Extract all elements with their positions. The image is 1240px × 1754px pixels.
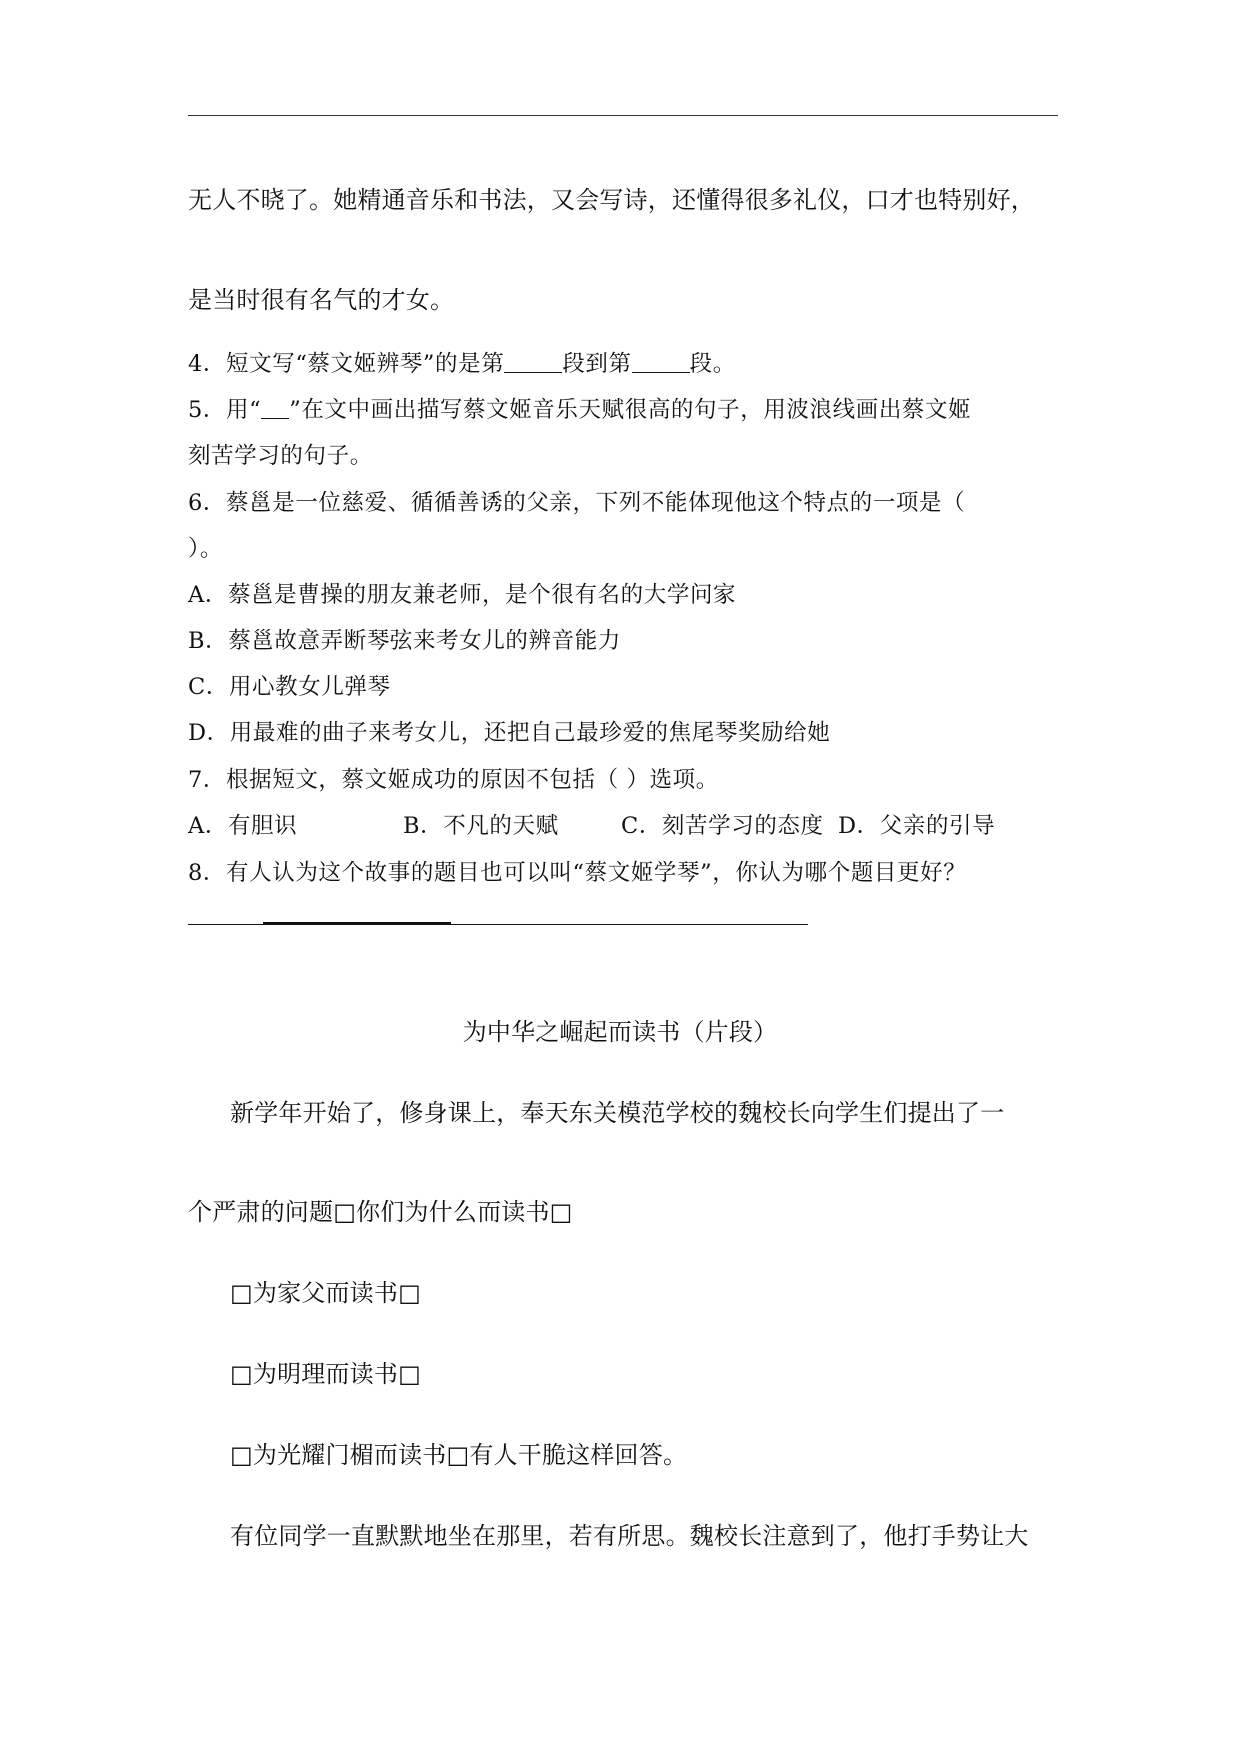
q4-suffix: 段。 xyxy=(689,351,736,377)
q8-stem: 8．有人认为这个故事的题目也可以叫“蔡文姬学琴”，你认为哪个题目更好？ xyxy=(188,860,967,886)
passage2-line4: □为明理而读书□ xyxy=(230,1360,421,1388)
q7-option-c[interactable]: C．刻苦学习的态度 xyxy=(621,813,824,839)
q4-blank-1[interactable] xyxy=(504,352,562,373)
passage1-line1: 无人不晓了。她精通音乐和书法，又会写诗，还懂得很多礼仪，口才也特别好， xyxy=(188,186,1035,214)
q6-option-b[interactable]: B．蔡邕故意弄断琴弦来考女儿的辨音能力 xyxy=(188,628,621,654)
q8-answer-line-bold xyxy=(263,922,451,925)
q7-stem: 7．根据短文，蔡文姬成功的原因不包括（ ）选项。 xyxy=(188,767,719,793)
passage2-title: 为中华之崛起而读书（片段） xyxy=(462,1018,778,1046)
header-rule xyxy=(188,115,1058,116)
q6-option-d[interactable]: D．用最难的曲子来考女儿，还把自己最珍爱的焦尾琴奖励给她 xyxy=(188,720,831,746)
passage1-line2: 是当时很有名气的才女。 xyxy=(188,286,455,314)
passage2-line6: 有位同学一直默默地坐在那里，若有所思。魏校长注意到了，他打手势让大 xyxy=(230,1522,1029,1550)
q4-prefix: 4．短文写“蔡文姬辨琴”的是第 xyxy=(188,351,505,377)
q5-underline-sample xyxy=(261,398,289,419)
q7-option-b[interactable]: B．不凡的天赋 xyxy=(403,813,559,839)
passage2-line3: □为家父而读书□ xyxy=(230,1279,421,1307)
passage2-line1: 新学年开始了，修身课上，奉天东关模范学校的魏校长向学生们提出了一 xyxy=(230,1099,1005,1127)
question-4 xyxy=(188,346,736,378)
q4-blank-2[interactable] xyxy=(632,352,690,373)
passage2-line5: □为光耀门楣而读书□有人干脆这样回答。 xyxy=(230,1441,688,1469)
q5-prefix: 5．用“ xyxy=(188,397,262,423)
q5-line2: 刻苦学习的句子。 xyxy=(188,443,373,469)
q7-option-d[interactable]: D．父亲的引导 xyxy=(838,813,996,839)
q5-suffix: ”在文中画出描写蔡文姬音乐天赋很高的句子，用波浪线画出蔡文姬 xyxy=(289,397,972,423)
q4-mid: 段到第 xyxy=(562,351,632,377)
q6-option-c[interactable]: C．用心教女儿弹琴 xyxy=(188,674,391,700)
q7-option-a[interactable]: A．有胆识 xyxy=(188,813,298,839)
q6-stem2: ）。 xyxy=(188,536,223,562)
q6-option-a[interactable]: A．蔡邕是曹操的朋友兼老师，是个很有名的大学问家 xyxy=(188,582,737,608)
q6-stem: 6．蔡邕是一位慈爱、循循善诱的父亲，下列不能体现他这个特点的一项是（ xyxy=(188,490,966,516)
passage2-line2: 个严肃的问题□你们为什么而读书□ xyxy=(188,1198,573,1226)
question-5 xyxy=(188,392,971,424)
